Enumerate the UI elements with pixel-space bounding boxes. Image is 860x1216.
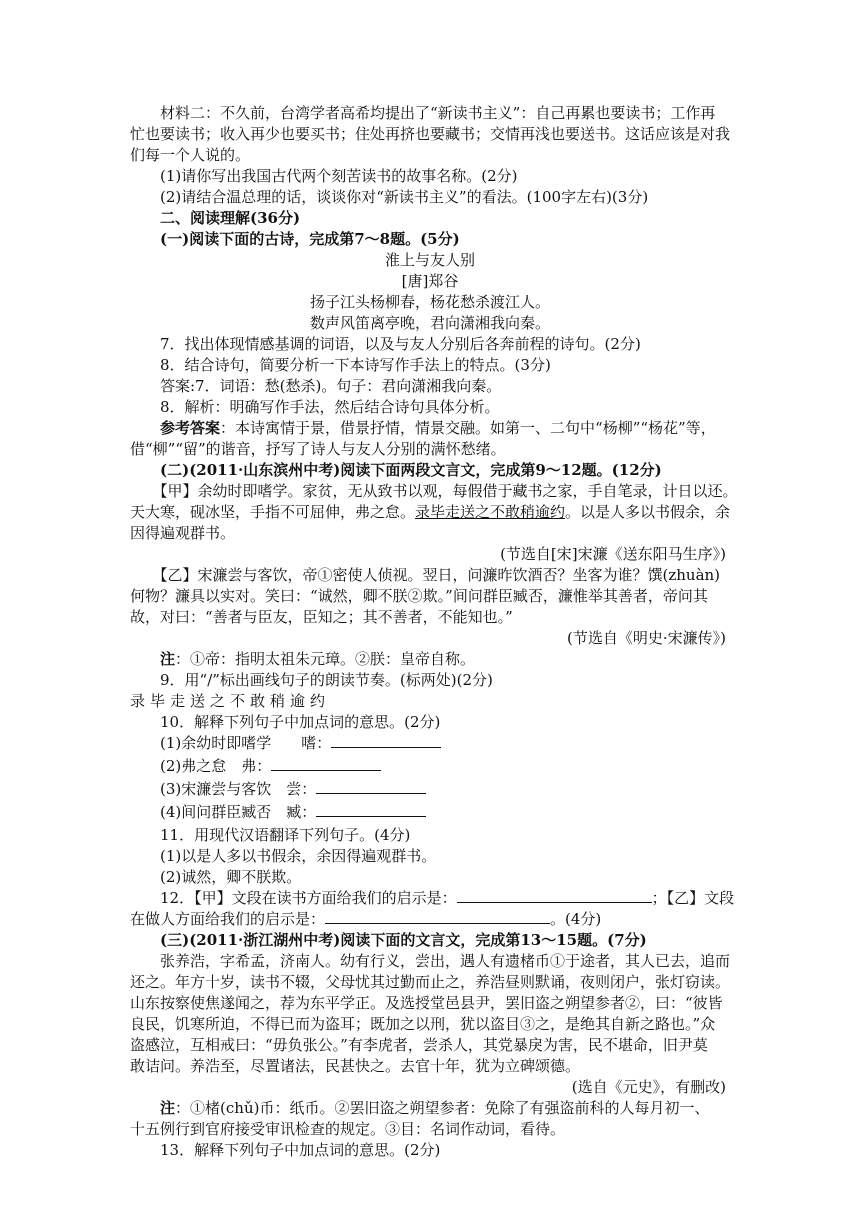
text-line: 还之。年方十岁，读书不辍，父母忧其过勤而止之，养浩昼则默诵，夜则闭户，张灯窃读。: [130, 973, 731, 991]
text-line: 们每一个人说的。: [130, 146, 251, 164]
text-line: 忙也要读书；收入再少也要买书；住处再挤也要藏书；交情再浅也要送书。这话应该是对我: [130, 125, 731, 143]
answer-line: [130, 418, 730, 438]
note-text: ：①帝：指明太祖朱元璋。②朕：皇帝自称。: [175, 650, 476, 668]
fill-prompt: (4)间问群臣臧否 臧：: [130, 803, 317, 821]
source-citation: (节选自《明史·宋濂传》): [567, 629, 726, 647]
poem-line: 扬子江头杨柳春，杨花愁杀渡江人。: [309, 293, 550, 311]
source-citation: (节选自[宋]宋濂《送东阳马生序》): [500, 545, 726, 563]
subsection-heading: (二)(2011·山东滨州中考)阅读下面两段文言文，完成第9～12题。(12分): [130, 461, 662, 479]
note-line: [130, 1098, 730, 1118]
fill-line: [130, 909, 730, 929]
text-line: 【甲】余幼时即嗜学。家贫，无从致书以观，每假借于藏书之家，手自笔录，计日以还。: [130, 482, 738, 500]
answer-text: ：本诗寓情于景，借景抒情，情景交融。如第一、二句中“杨柳”“杨花”等，: [220, 419, 716, 437]
answer-blank[interactable]: [325, 909, 550, 924]
fill-prompt: 在做人方面给我们的启示是：: [130, 910, 326, 928]
poem-title: 淮上与友人别: [384, 251, 475, 269]
text-line: 敢诘问。养浩至，尽置诸法，民甚快之。去官十年，犹为立碑颂德。: [130, 1057, 581, 1075]
fill-line: [130, 756, 730, 776]
question-line: (2)请结合温总理的话，谈谈你对“新读书主义”的看法。(100字左右)(3分): [130, 188, 649, 206]
answer-blank[interactable]: [316, 802, 426, 817]
answer-blank[interactable]: [331, 733, 441, 748]
text-line: 张养浩，字希孟，济南人。幼有行义，尝出，遇人有遗楮币①于途者，其人已去，追而: [130, 952, 731, 970]
answer-label: 参考答案: [160, 419, 221, 437]
answer-blank[interactable]: [271, 756, 381, 771]
text-line: 材料二：不久前，台湾学者高希均提出了“新读书主义”：自己再累也要读书；工作再: [130, 104, 716, 122]
question-line: (2)诚然，卿不朕欺。: [130, 868, 302, 886]
note-line: 十五例行到官府接受审讯检查的规定。③目：名词作动词，看待。: [130, 1120, 566, 1138]
text-line: 何物？濂具以实对。笑曰：“诚然，卿不朕②欺。”间问群臣臧否，濂惟举其善者，帝问其: [130, 587, 708, 605]
fill-prompt: (1)余幼时即嗜学 嗜：: [130, 734, 332, 752]
poem-line: 数声风笛离亭晚，君向潇湘我向秦。: [309, 314, 550, 332]
section-heading: 二、阅读理解(36分): [130, 209, 301, 227]
fill-prompt: (2)弗之怠 弗：: [130, 757, 272, 775]
text-segment: 。以是人多以书假余，余: [565, 503, 731, 521]
answer-line: 借“柳”“留”的谐音，抒写了诗人与友人分别的满怀愁绪。: [130, 440, 506, 458]
note-label: 注: [160, 650, 176, 668]
question-line: 10．解释下列句子中加点词的意思。(2分): [130, 713, 441, 731]
fill-line: [130, 733, 730, 753]
fill-prompt: 12．【甲】文段在读书方面给我们的启示是：: [130, 889, 457, 907]
text-line: 【乙】宋濂尝与客饮，帝①密使人侦视。翌日，问濂昨饮酒否？坐客为谁？馔(zhuàn): [130, 566, 721, 584]
answer-blank[interactable]: [457, 888, 652, 903]
subsection-heading: (一)阅读下面的古诗，完成第7～8题。(5分): [130, 230, 460, 248]
text-line: 山东按察使焦遂闻之，荐为东平学正。及选授堂邑县尹，罢旧盗之朔望参者②，曰：“彼皆: [130, 994, 723, 1012]
fill-line: [130, 888, 735, 908]
note-text: ：①楮(chǔ)币：纸币。②罢旧盗之朔望参者：免除了有强盗前科的人每月初一、: [175, 1099, 710, 1117]
note-line: [130, 649, 730, 669]
sentence-to-mark: 录毕走送之不敢稍逾约: [130, 692, 331, 710]
text-line: 良民，饥寒所迫，不得已而为盗耳；既加之以刑，犹以盗目③之，是绝其自新之路也。”众: [130, 1015, 716, 1033]
text-segment: 天大寒，砚冰坚，手指不可屈伸，弗之怠。: [130, 503, 416, 521]
question-line: 8．结合诗句，简要分析一下本诗写作手法上的特点。(3分): [130, 356, 551, 374]
fill-line: [130, 779, 730, 799]
answer-line: 答案:7．词语：愁(愁杀)。句子：君向潇湘我向秦。: [130, 377, 502, 395]
question-line: 7．找出体现情感基调的词语，以及与友人分别后各奔前程的诗句。(2分): [130, 335, 641, 353]
fill-prompt: ；【乙】文段: [651, 889, 735, 907]
question-line: 13．解释下列句子中加点词的意思。(2分): [130, 1141, 441, 1159]
question-line: (1)请你写出我国古代两个刻苦读书的故事名称。(2分): [130, 167, 518, 185]
text-line: 因得遍观群书。: [130, 524, 236, 542]
subsection-heading: (三)(2011·浙江湖州中考)阅读下面的文言文，完成第13～15题。(7分): [130, 931, 647, 949]
source-citation: (选自《元史》，有删改): [571, 1078, 726, 1096]
fill-prompt: (3)宋濂尝与客饮 尝：: [130, 780, 317, 798]
question-line: 9．用“/”标出画线句子的朗读节奏。(标两处)(2分): [130, 671, 493, 689]
answer-blank[interactable]: [316, 779, 426, 794]
answer-line: 8．解析：明确写作手法，然后结合诗句具体分析。: [130, 398, 500, 416]
text-line: 盗感泣，互相戒曰：“毋负张公。”有李虎者，尝杀人，其党暴戾为害，民不堪命，旧尹莫: [130, 1036, 708, 1054]
underlined-sentence: 录毕走送之不敢稍逾约: [415, 503, 566, 521]
fill-line: [130, 802, 730, 822]
note-label: 注: [160, 1099, 176, 1117]
text-line: 故，对曰：“善者与臣友，臣知之；其不善者，不能知也。”: [130, 608, 513, 626]
fill-prompt: 。(4分): [550, 910, 602, 928]
text-line: [130, 502, 730, 522]
poem-author: [唐]郑谷: [401, 272, 459, 290]
question-line: (1)以是人多以书假余，余因得遍观群书。: [130, 847, 437, 865]
question-line: 11．用现代汉语翻译下列句子。(4分): [130, 826, 411, 844]
